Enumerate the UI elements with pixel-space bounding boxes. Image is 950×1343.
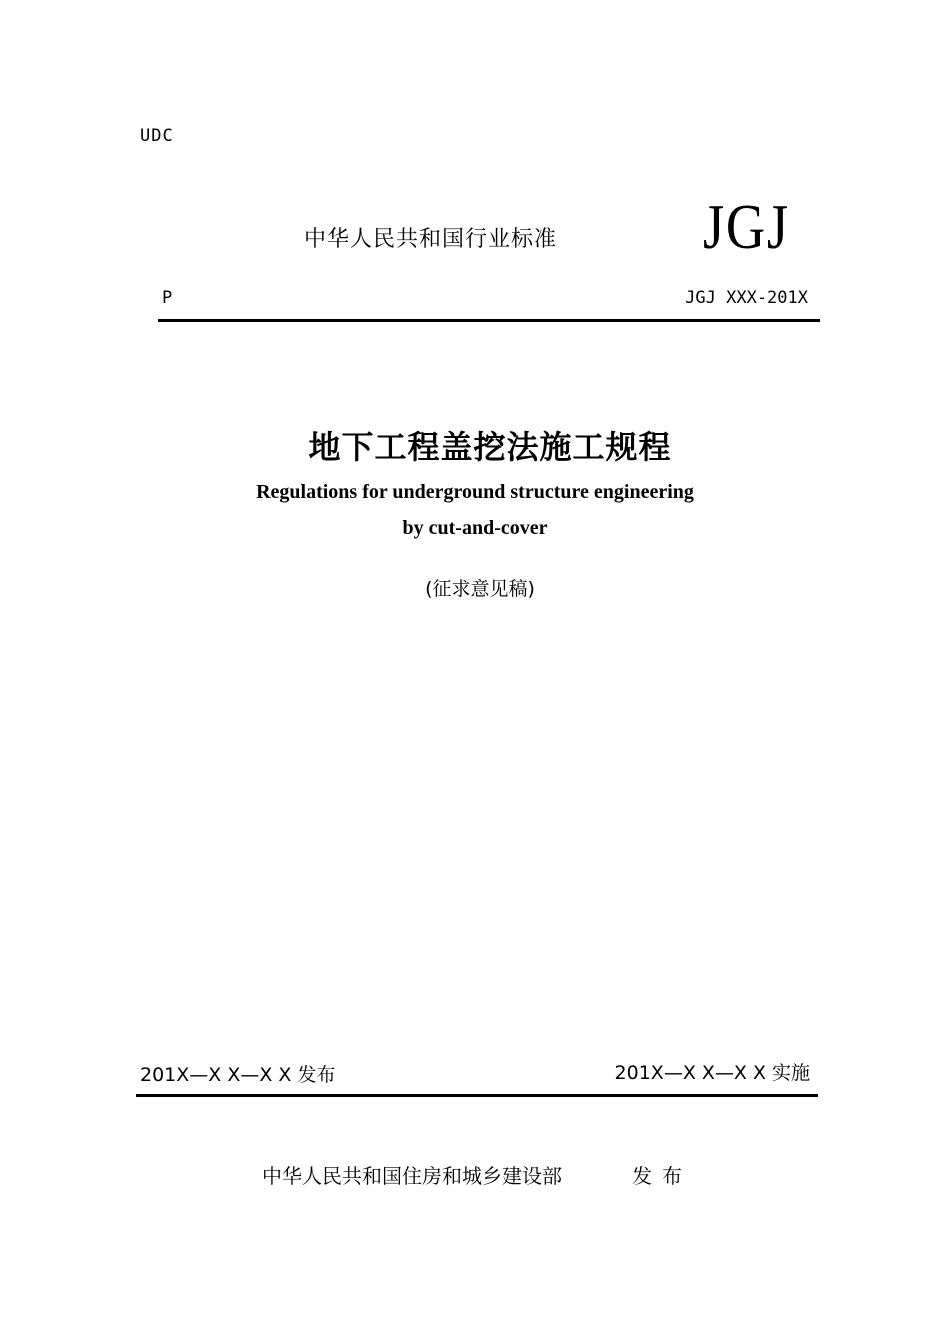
udc-label: UDC [140,126,174,146]
bottom-divider [136,1094,818,1097]
standard-type: 中华人民共和国行业标准 [304,227,558,252]
standard-number: JGJ XXX-201X [685,288,808,308]
issue-label: 发布 [632,1164,692,1188]
document-title-english-line2: by cut-and-cover [402,517,548,539]
classification-code: P [162,288,173,308]
issuing-authority: 中华人民共和国住房和城乡建设部 [262,1164,562,1188]
document-title-english-line1: Regulations for underground structure engineering [256,481,694,503]
publish-date: 201X—X X—X X 发布 [140,1064,336,1086]
implement-date: 201X—X X—X X 实施 [614,1062,810,1084]
document-title-chinese: 地下工程盖挖法施工规程 [308,428,672,466]
draft-status: (征求意见稿) [425,578,535,600]
top-divider [158,319,820,322]
standard-code-logo: JGJ [703,191,790,262]
